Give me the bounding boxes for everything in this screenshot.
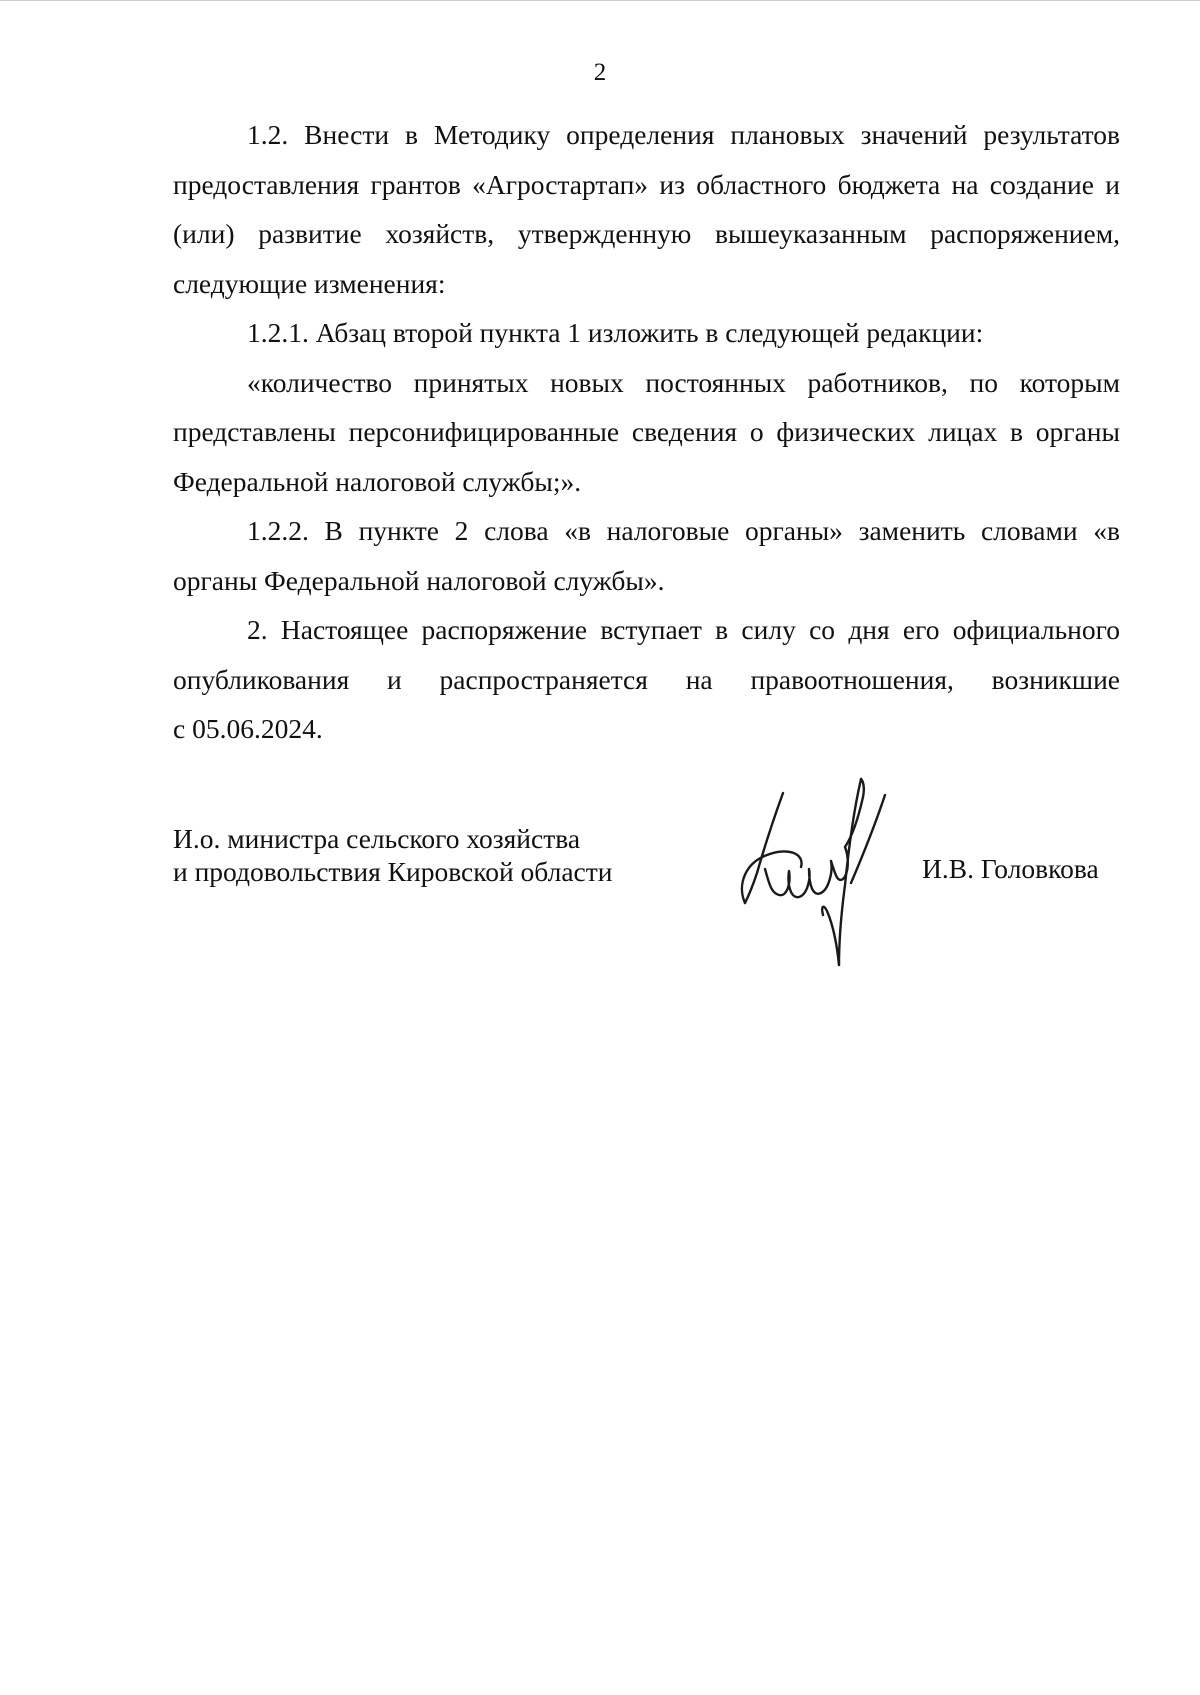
scan-edge [0, 0, 1200, 1]
paragraph-1-2-2: 1.2.2. В пункте 2 слова «в налоговые органы» заменить словами «в органы Федеральной налоговой службы». [173, 515, 1120, 596]
signatory-name: И.В. Головкова [922, 853, 1099, 884]
document-body [173, 110, 1120, 754]
paragraph-1-2: 1.2. Внести в Методику определения плановых значений результатов предоставления грантов «Агростартап» из областного бюджета на создание и (или) развитие хозяйств, утвержденную вышеуказанным распоряжением, следующие изменения: [173, 119, 1120, 299]
paragraph-2-date: с 05.06.2024. [173, 713, 323, 744]
paragraph-2: 2. Настоящее распоряжение вступает в силу со дня его официального опубликования и распространяется на правоотношения, возникшие [173, 614, 1120, 695]
signatory-position [173, 822, 612, 888]
paragraph-quote: «количество принятых новых постоянных работников, по которым представлены персонифицированные сведения о физических лицах в органы Федеральной налоговой службы;». [173, 366, 1120, 497]
signatory-position-line-1: И.о. министра сельского хозяйства [173, 823, 581, 854]
signatory-position-line-2: и продовольствия Кировской области [173, 856, 613, 887]
paragraph-1-2-1: 1.2.1. Абзац второй пункта 1 изложить в следующей редакции: [247, 317, 984, 348]
handwritten-signature [735, 775, 915, 980]
page-number: 2 [593, 59, 607, 86]
